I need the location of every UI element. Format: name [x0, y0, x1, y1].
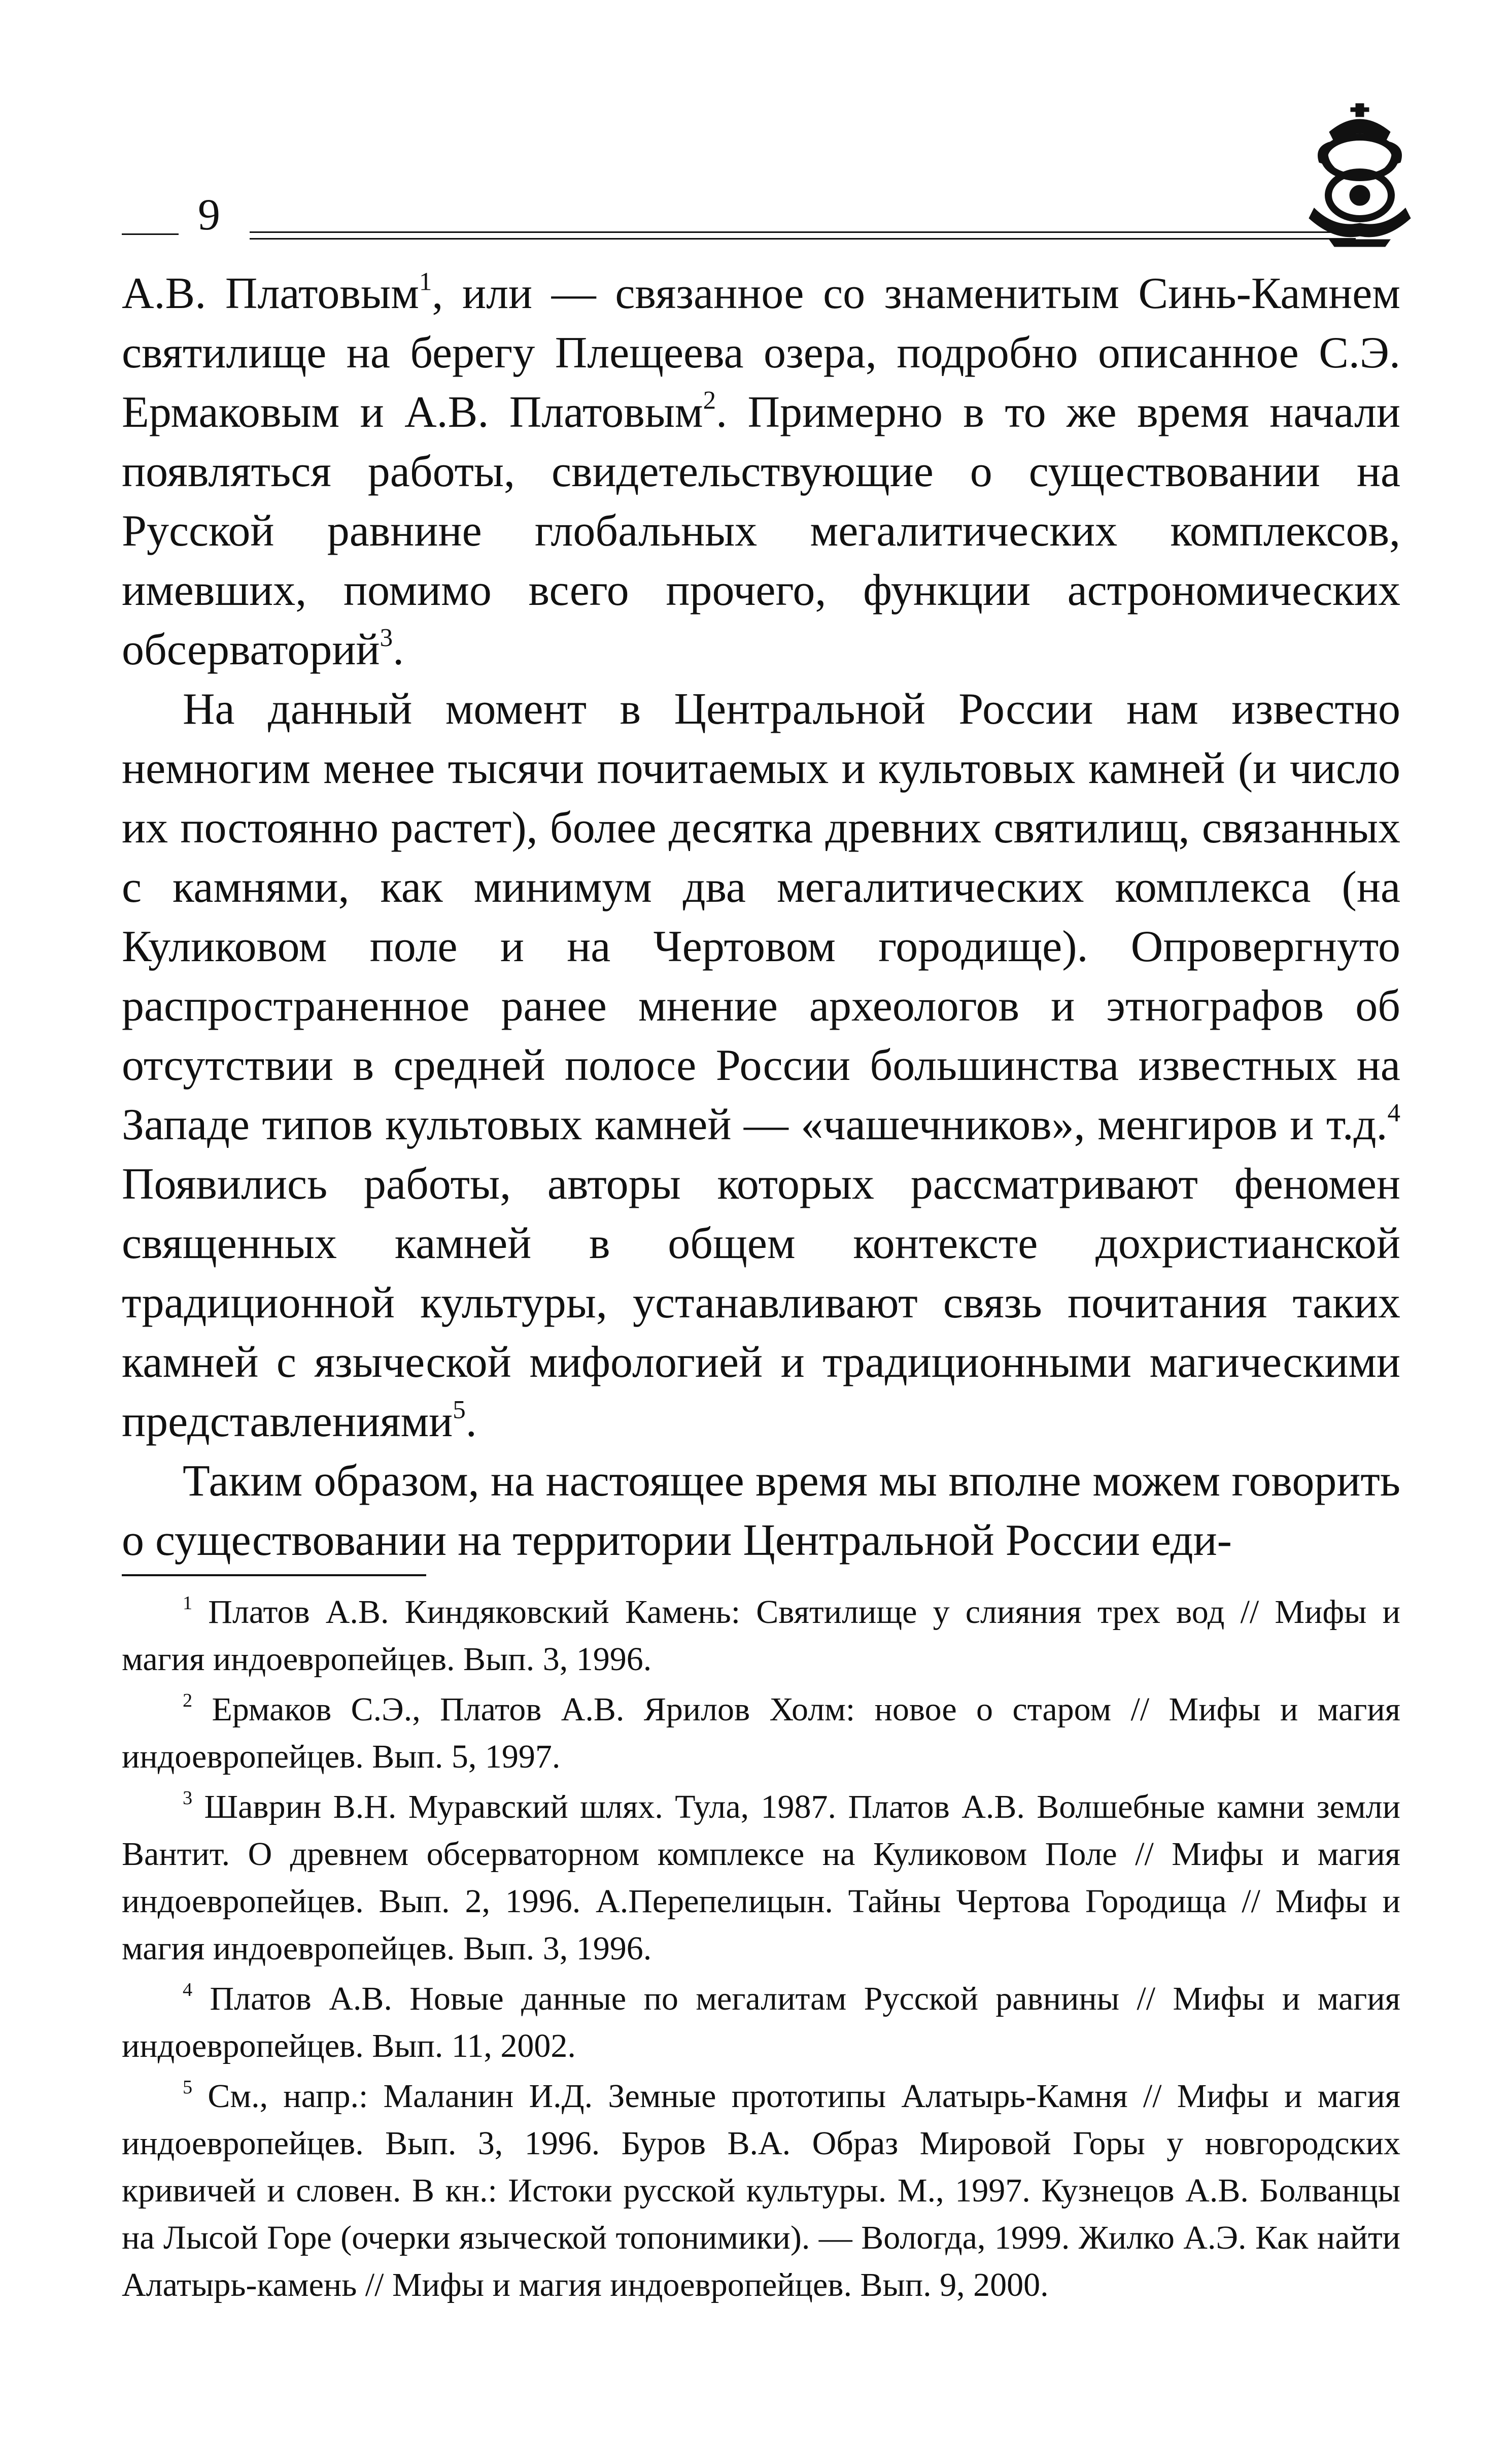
footnote-1	[122, 1588, 1400, 1683]
paragraph-text: .	[465, 1397, 477, 1446]
footnote-mark: 3	[183, 1787, 193, 1809]
footnote-ref-4[interactable]: 4	[1387, 1099, 1400, 1128]
footnote-mark: 1	[183, 1592, 193, 1614]
paragraph-text: На данный момент в Центральной России нам известно немногим менее тысячи почитаемых и культовых камней (и число их постоянно растет), более десятка древних святилищ, связанных с камнями, как минимум два мегалитических комплекса (на Куликовом поле и на Чертовом городище). Опровергнуто распространенное ранее мнение археологов и этнографов об отсутствии в средней полосе России большинства известных на Западе типов культовых камней — «чашечников», менгиров и т.д.	[122, 685, 1400, 1149]
heraldic-ornament-icon	[1299, 101, 1421, 254]
footnote-text: Платов А.В. Новые данные по мегалитам Русской равнины // Мифы и магия индоевропейцев. Вып. 11, 2002.	[122, 1980, 1400, 2064]
footnote-ref-1[interactable]: 1	[419, 267, 432, 296]
paragraph-text: Появились работы, авторы которых рассматривают феномен священных камней в общем контексте дохристианской традиционной культуры, устанавливают связь почитания таких камней с языческой мифологией и традиционными магическими представлениями	[122, 1160, 1400, 1446]
footnote-2	[122, 1686, 1400, 1780]
footnote-ref-3[interactable]: 3	[380, 624, 393, 653]
page-number: 9	[198, 190, 220, 240]
footnote-text: Ермаков С.Э., Платов А.В. Ярилов Холм: новое о старом // Мифы и магия индоевропейцев. Вып. 5, 1997.	[122, 1691, 1400, 1775]
footnote-text: Шаврин В.Н. Муравский шлях. Тула, 1987. Платов А.В. Волшебные камни земли Вантит. О древнем обсерваторном комплексе на Куликовом Поле // Мифы и магия индоевропейцев. Вып. 2, 1996. А.Перепелицын. Тайны Чертова Городища // Мифы и магия индоевропейцев. Вып. 3, 1996.	[122, 1788, 1400, 1967]
paragraph-text: . Примерно в то же время начали появляться работы, свидетельствующие о существовании на Русской равнине глобальных мегалитических комплексов, имевших, помимо всего прочего, функции астрономических обсерваторий	[122, 388, 1400, 674]
footnote-text: См., напр.: Маланин И.Д. Земные прототипы Алатырь-Камня // Мифы и магия индоевропейцев. Вып. 3, 1996. Буров В.А. Образ Мировой Горы у новгородских кривичей и словен. В кн.: Истоки русской культуры. М., 1997. Кузнецов А.В. Болванцы на Лысой Горе (очерки языческой топонимики). — Вологда, 1999. Жилко А.Э. Как найти Алатырь-камень // Мифы и магия индоевропейцев. Вып. 9, 2000.	[122, 2078, 1400, 2303]
footnotes	[122, 1588, 1400, 2312]
page-header	[122, 183, 1400, 244]
footnote-ref-2[interactable]: 2	[703, 386, 716, 415]
footnote-4	[122, 1975, 1400, 2069]
main-text	[122, 264, 1400, 1570]
paragraph-3	[122, 1451, 1400, 1570]
paragraph-text: .	[393, 625, 404, 674]
footnote-mark: 5	[183, 2077, 193, 2098]
footnote-ref-5[interactable]: 5	[453, 1396, 466, 1424]
header-rule-left	[122, 233, 179, 235]
header-rule	[250, 231, 1356, 240]
paragraph-1	[122, 264, 1400, 680]
footnote-3	[122, 1783, 1400, 1972]
footnote-text: Платов А.В. Киндяковский Камень: Святилище у слияния трех вод // Мифы и магия индоевропейцев. Вып. 3, 1996.	[122, 1593, 1400, 1678]
footnote-5	[122, 2073, 1400, 2309]
footnote-separator	[122, 1574, 426, 1576]
footnote-mark: 4	[183, 1979, 193, 2001]
paragraph-text: , или — связанное со знаменитым Синь-Камнем святилище на берегу Плещеева озера, подробно описанное С.Э. Ермаковым и А.В. Платовым	[122, 269, 1400, 437]
footnote-mark: 2	[183, 1690, 193, 1712]
paragraph-text: Таким образом, на настоящее время мы вполне можем говорить о существовании на территории Центральной России еди-	[122, 1456, 1400, 1565]
paragraph-2	[122, 680, 1400, 1451]
paragraph-text: А.В. Платовым	[122, 269, 419, 318]
